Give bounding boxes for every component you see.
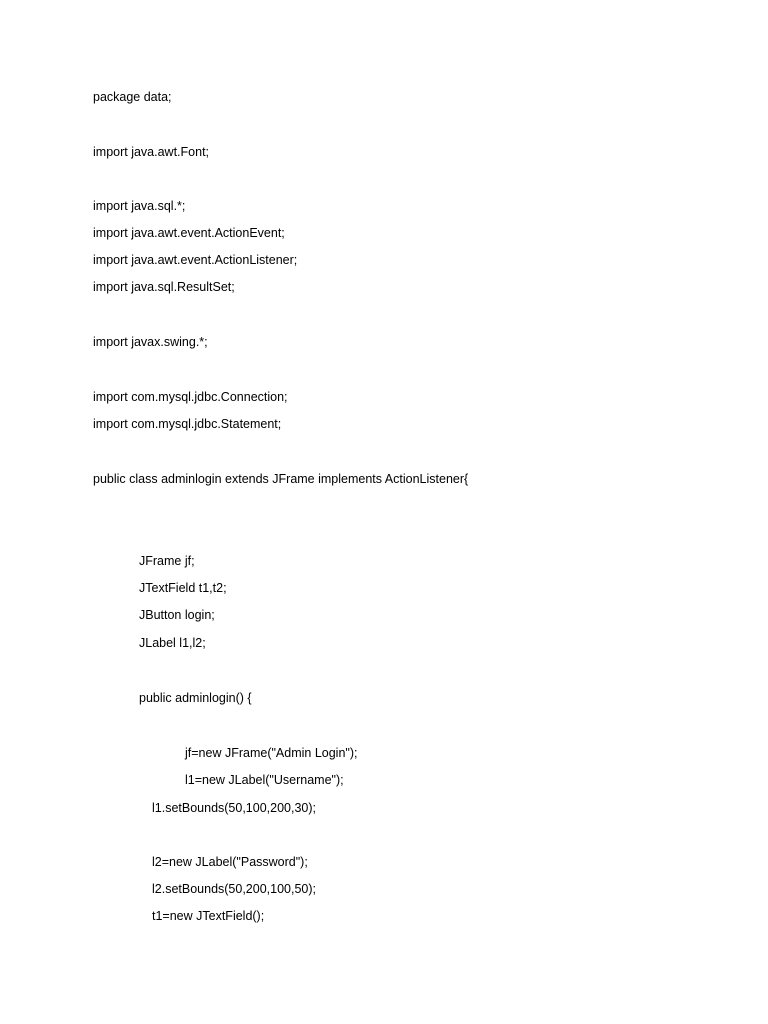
code-line-class-declaration: public class adminlogin extends JFrame implements ActionListener{: [93, 472, 469, 486]
code-line-field-jframe: JFrame jf;: [139, 554, 195, 568]
code-line-import-sql: import java.sql.*;: [93, 199, 186, 213]
code-line-import-statement: import com.mysql.jdbc.Statement;: [93, 417, 282, 431]
code-line-import-resultset: import java.sql.ResultSet;: [93, 280, 235, 294]
code-line-new-label-username: l1=new JLabel("Username");: [185, 773, 344, 787]
code-line-new-label-password: l2=new JLabel("Password");: [152, 855, 308, 869]
code-line-l2-setbounds: l2.setBounds(50,200,100,50);: [152, 882, 317, 896]
code-line-import-connection: import com.mysql.jdbc.Connection;: [93, 390, 288, 404]
code-line-package: package data;: [93, 90, 172, 104]
code-line-import-swing: import javax.swing.*;: [93, 335, 208, 349]
code-line-field-jtextfield: JTextField t1,t2;: [139, 581, 227, 595]
code-line-new-textfield: t1=new JTextField();: [152, 909, 265, 923]
code-line-field-jlabel: JLabel l1,l2;: [139, 636, 206, 650]
code-line-import-actionevent: import java.awt.event.ActionEvent;: [93, 226, 285, 240]
code-line-field-jbutton: JButton login;: [139, 608, 215, 622]
code-line-constructor: public adminlogin() {: [139, 691, 252, 705]
code-line-new-jframe: jf=new JFrame("Admin Login");: [185, 746, 358, 760]
code-line-import-font: import java.awt.Font;: [93, 145, 210, 159]
code-line-import-actionlistener: import java.awt.event.ActionListener;: [93, 253, 298, 267]
code-line-l1-setbounds: l1.setBounds(50,100,200,30);: [152, 801, 317, 815]
